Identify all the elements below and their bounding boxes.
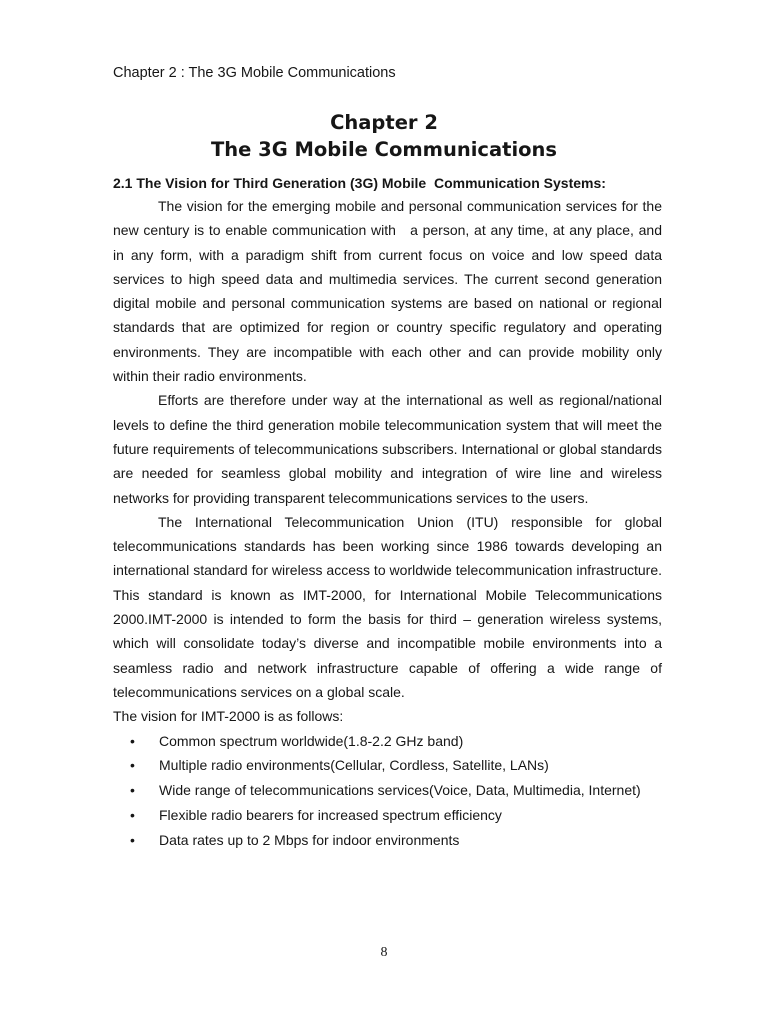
list-item <box>113 803 662 827</box>
list-item-text: Common spectrum worldwide(1.8-2.2 GHz band) <box>159 732 464 749</box>
bullet-icon: • <box>130 782 135 799</box>
paragraph-itu: The International Telecommunication Union (ITU) responsible for global telecommunications standards has been working since 1986 towards developing an international standard for wireless access to worldwide telecommunication infrastructure. This standard is known as IMT-2000, for International Mobile Telecommunications 2000.IMT-2000 is intended to form the basis for third – generation wireless systems, which will consolidate today’s diverse and incompatible mobile environments into a seamless radio and network infrastructure capable of offering a wide range of telecommunications services on a global scale. <box>113 513 666 700</box>
page-number: 8 <box>380 945 388 960</box>
vision-bullet-list <box>113 729 662 853</box>
section-heading: 2.1 The Vision for Third Generation (3G) Mobile Communication Systems: <box>113 175 606 191</box>
list-intro: The vision for IMT-2000 is as follows: <box>113 708 344 725</box>
paragraph-vision: The vision for the emerging mobile and personal communication services for the new century is to enable communication with a person, at any time, at any place, and in any form, with a paradigm shift from current focus on voice and low speed data services to high speed data and multimedia services. The current second generation digital mobile and personal communication systems are based on national or regional standards that are optimized for region or country specific regulatory and operating environments. They are incompatible with each other and can provide mobility only within their radio environments. <box>113 198 674 385</box>
bullet-icon: • <box>130 832 135 849</box>
list-item-text: Flexible radio bearers for increased spectrum efficiency <box>159 807 502 824</box>
body-text <box>113 194 674 853</box>
list-item-text: Data rates up to 2 Mbps for indoor environments <box>159 832 460 849</box>
list-item <box>113 828 662 852</box>
bullet-icon: • <box>130 732 135 749</box>
list-item <box>113 729 662 753</box>
bullet-icon: • <box>130 807 135 824</box>
bullet-icon: • <box>130 757 135 774</box>
running-header: Chapter 2 : The 3G Mobile Communications <box>113 65 396 81</box>
paragraph-efforts: Efforts are therefore under way at the international as well as regional/national levels to define the third generation mobile telecommunication system that will meet the future requirements of telecommunications subscribers. International or global standards are needed for seamless global mobility and integration of wire line and wireless networks for providing transparent telecommunications services to the users. <box>113 392 666 506</box>
list-item-text: Multiple radio environments(Cellular, Cordless, Satellite, LANs) <box>159 757 549 774</box>
list-item <box>113 753 662 777</box>
list-item-text: Wide range of telecommunications services(Voice, Data, Multimedia, Internet) <box>159 782 641 799</box>
chapter-label: Chapter 2 <box>330 111 438 134</box>
chapter-title: The 3G Mobile Communications <box>210 138 558 161</box>
list-item <box>113 778 662 802</box>
